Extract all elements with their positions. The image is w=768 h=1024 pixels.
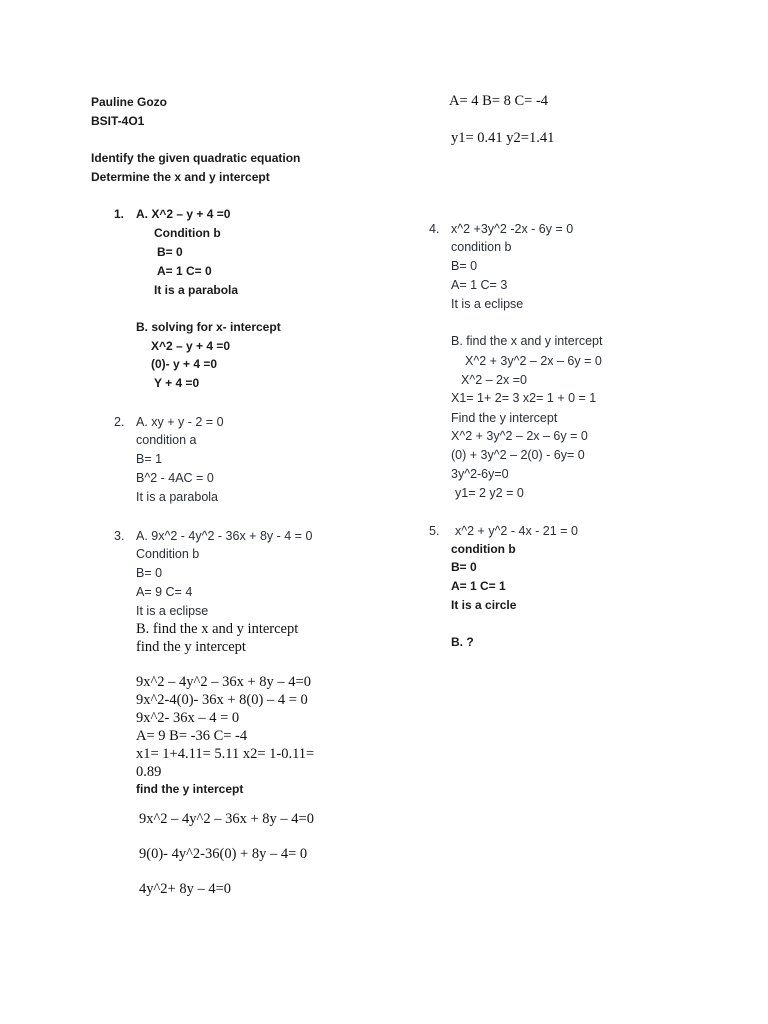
problem-4-y-roots: y1= 2 y2 = 0 <box>455 486 524 500</box>
problem-4-step-1: X^2 + 3y^2 – 2x – 6y = 0 <box>465 354 602 368</box>
instruction-2: Determine the x and y intercept <box>91 170 270 184</box>
problem-2-b-value: B= 1 <box>136 452 163 466</box>
problem-3-step-4: A= 9 B= -36 C= -4 <box>136 728 248 744</box>
problem-3-condition: Condition b <box>136 547 200 561</box>
problem-3-y-step-3: 4y^2+ 8y – 4=0 <box>139 881 232 897</box>
problem-3-part-b-title: B. find the x and y intercept <box>136 621 299 637</box>
problem-4-part-b-title: B. find the x and y intercept <box>451 334 603 348</box>
problem-2-conclusion: It is a parabola <box>136 490 218 504</box>
problem-3-equation: A. 9x^2 - 4y^2 - 36x + 8y - 4 = 0 <box>136 529 313 543</box>
problem-3-find-y: find the y intercept <box>136 639 246 655</box>
problem-4-y-step-3: 3y^2-6y=0 <box>451 467 509 481</box>
problem-4-find-y: Find the y intercept <box>451 411 558 425</box>
problem-3-step-3: 9x^2- 36x – 4 = 0 <box>136 710 240 726</box>
problem-1-b-value: B= 0 <box>157 245 183 259</box>
problem-4-conclusion: It is a eclipse <box>451 297 524 311</box>
problem-1-part-b-title: B. solving for x- intercept <box>136 320 281 334</box>
problem-3-roots-cont: 0.89 <box>136 764 162 780</box>
problem-3-step-2: 9x^2-4(0)- 36x + 8(0) – 4 = 0 <box>136 692 308 708</box>
problem-2-number: 2. <box>114 415 125 429</box>
problem-4-condition: condition b <box>451 240 512 254</box>
problem-4-number: 4. <box>429 222 440 236</box>
problem-1-part-b-step-1: X^2 – y + 4 =0 <box>151 339 231 353</box>
problem-3-conclusion: It is a eclipse <box>136 604 209 618</box>
problem-5-number: 5. <box>429 524 440 538</box>
top-right-roots: y1= 0.41 y2=1.41 <box>451 130 555 146</box>
problem-3-step-1: 9x^2 – 4y^2 – 36x + 8y – 4=0 <box>136 674 311 690</box>
problem-1-part-b-step-2: (0)- y + 4 =0 <box>151 357 218 371</box>
problem-2-discriminant: B^2 - 4AC = 0 <box>136 471 214 485</box>
problem-1-equation: A. X^2 – y + 4 =0 <box>136 207 231 221</box>
problem-3-y-step-1: 9x^2 – 4y^2 – 36x + 8y – 4=0 <box>139 811 314 827</box>
problem-5-equation: x^2 + y^2 - 4x - 21 = 0 <box>455 524 578 538</box>
problem-1-a-c-values: A= 1 C= 0 <box>157 264 212 278</box>
problem-1-condition: Condition b <box>154 226 221 240</box>
instruction-1: Identify the given quadratic equation <box>91 151 301 165</box>
problem-4-y-step-1: X^2 + 3y^2 – 2x – 6y = 0 <box>451 429 588 443</box>
problem-3-y-step-2: 9(0)- 4y^2-36(0) + 8y – 4= 0 <box>139 846 308 862</box>
top-right-coefficients: A= 4 B= 8 C= -4 <box>449 93 549 109</box>
problem-3-number: 3. <box>114 529 125 543</box>
problem-3-a-c-values: A= 9 C= 4 <box>136 585 193 599</box>
problem-5-condition: condition b <box>451 542 516 556</box>
problem-2-equation: A. xy + y - 2 = 0 <box>136 415 224 429</box>
problem-5-a-c-values: A= 1 C= 1 <box>451 579 506 593</box>
problem-5-conclusion: It is a circle <box>451 598 517 612</box>
section-code: BSIT-4O1 <box>91 114 145 128</box>
student-name: Pauline Gozo <box>91 95 168 109</box>
problem-3-roots: x1= 1+4.11= 5.11 x2= 1-0.11= <box>136 746 315 762</box>
problem-1-part-b-step-3: Y + 4 =0 <box>154 376 200 390</box>
problem-5-part-b: B. ? <box>451 635 474 649</box>
problem-4-step-2: X^2 – 2x =0 <box>461 373 527 387</box>
problem-4-b-value: B= 0 <box>451 259 478 273</box>
problem-3-find-y-bold: find the y intercept <box>136 782 244 796</box>
problem-3-b-value: B= 0 <box>136 566 163 580</box>
problem-4-equation: x^2 +3y^2 -2x - 6y = 0 <box>451 222 574 236</box>
problem-1-conclusion: It is a parabola <box>154 283 239 297</box>
problem-1-number: 1. <box>114 207 125 221</box>
problem-5-b-value: B= 0 <box>451 560 477 574</box>
problem-2-condition: condition a <box>136 433 197 447</box>
problem-4-a-c-values: A= 1 C= 3 <box>451 278 508 292</box>
problem-4-y-step-2: (0) + 3y^2 – 2(0) - 6y= 0 <box>451 448 585 462</box>
problem-4-x-roots: X1= 1+ 2= 3 x2= 1 + 0 = 1 <box>451 391 597 405</box>
